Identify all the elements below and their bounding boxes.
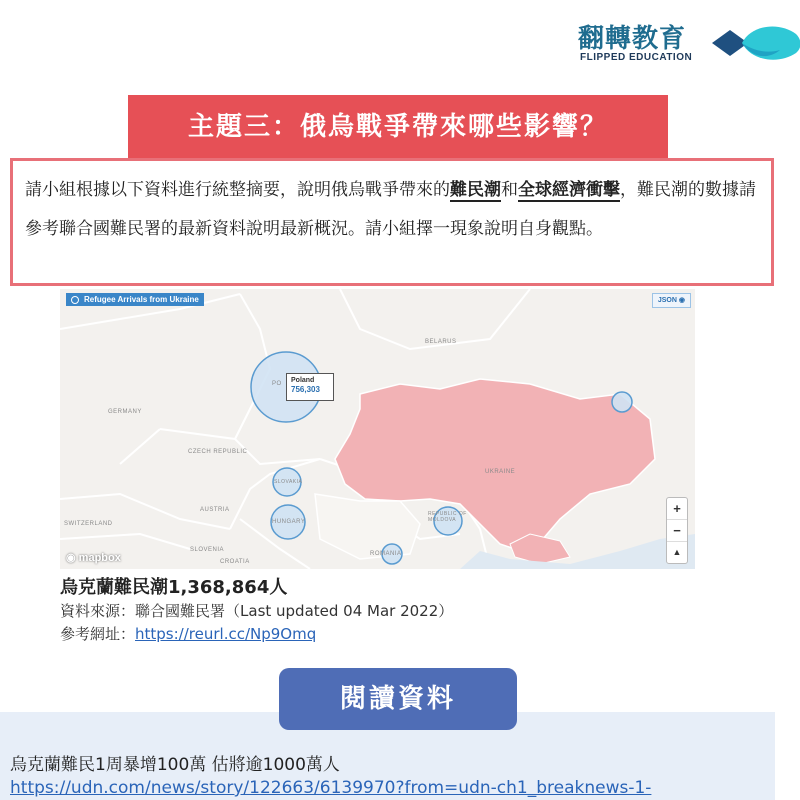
topic-title: 主題三：俄烏戰爭帶來哪些影響？ [128, 95, 668, 161]
map-header [66, 293, 204, 306]
zoom-out-button[interactable]: − [667, 520, 687, 542]
tooltip-country: Poland [291, 377, 315, 384]
instruction-highlight-economy: 全球經濟衝擊 [518, 180, 620, 200]
logo-mark-icon [710, 20, 800, 66]
source-label: 資料來源： [60, 602, 136, 620]
map-label-switzerland: SWITZERLAND [64, 521, 113, 527]
instruction-text-1: 請小組根據以下資料進行統整摘要，說明俄烏戰爭帶來的 [25, 180, 450, 200]
map-canvas [60, 289, 695, 569]
reading-article-link[interactable]: https://udn.com/news/story/122663/6139970?from=udn-ch1_breaknews-1- [10, 778, 652, 798]
mapbox-label: mapbox [78, 552, 121, 564]
map-label-ukraine: UKRAINE [485, 469, 516, 475]
reference-label: 參考網址： [60, 625, 136, 643]
instruction-box [10, 158, 774, 286]
map-label-croatia: CROATIA [220, 559, 250, 565]
map-header-label: Refugee Arrivals from Ukraine [84, 295, 199, 304]
tooltip-value: 756,303 [291, 385, 320, 394]
map-label-austria: AUSTRIA [200, 507, 230, 513]
json-button-label: JSON [657, 297, 677, 304]
poland-tooltip [286, 373, 334, 401]
source-value: 聯合國難民署（Last updated 04 Mar 2022） [135, 602, 454, 620]
instruction-text-2: 和 [501, 180, 518, 200]
zoom-in-button[interactable]: + [667, 498, 687, 520]
reading-article-title: 烏克蘭難民1周暴增100萬 估將逾1000萬人 [10, 755, 340, 775]
map-label-moldova: REPUBLIC OF MOLDOVA [428, 511, 467, 523]
map-label-romania: ROMANIA [370, 551, 402, 557]
read-material-button[interactable]: 閱讀資料 [279, 668, 517, 730]
mapbox-attribution[interactable] [66, 551, 121, 564]
instruction-highlight-refugee: 難民潮 [450, 180, 501, 200]
refugee-map[interactable] [60, 289, 695, 569]
instruction-text-3: ，難民潮的數據請參考聯合國難民署的最新資料說明最新概況。請小組擇一現象說明自身觀點。 [25, 180, 756, 239]
map-label-hungary: HUNGARY [272, 519, 306, 525]
logo-subtitle: FLIPPED EDUCATION [580, 52, 693, 63]
rss-icon: ◉ [678, 297, 685, 304]
brand-logo [570, 18, 800, 68]
zoom-controls [666, 497, 688, 564]
mapbox-icon: ◉ [66, 552, 76, 564]
reference-line [60, 623, 316, 644]
map-label-germany: GERMANY [108, 409, 142, 415]
map-label-poland: PO [272, 381, 282, 387]
logo-text: 翻轉教育 [578, 24, 687, 54]
compass-button[interactable]: ▲ [672, 547, 682, 557]
map-label-slovakia: SLOVAKIA [274, 479, 303, 485]
json-button[interactable] [652, 293, 691, 308]
source-line [60, 600, 453, 621]
russia-bubble [612, 392, 632, 412]
reference-link[interactable]: https://reurl.cc/Np9Omq [135, 625, 317, 643]
map-label-czech: CZECH REPUBLIC [188, 449, 248, 455]
map-label-slovenia: SLOVENIA [190, 547, 225, 553]
map-label-belarus: BELARUS [425, 339, 457, 345]
refugee-count-title: 烏克蘭難民潮1,368,864人 [60, 577, 288, 598]
map-header-dot-icon [71, 296, 79, 304]
